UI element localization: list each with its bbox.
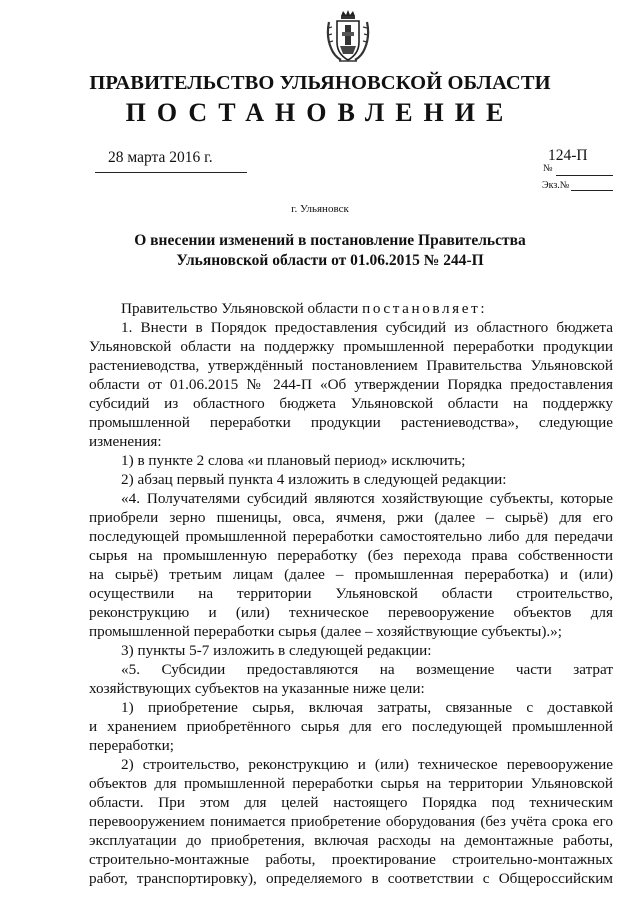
body-line: и хранением приобретённого сырья для его последующей промышленной bbox=[89, 718, 613, 735]
body-line: последующей промышленной переработки самостоятельно либо для передачи bbox=[89, 528, 613, 545]
coat-of-arms-emblem bbox=[325, 8, 371, 64]
body-line: объектов для промышленной переработки сырья на территории Ульяновской bbox=[89, 775, 613, 792]
body-line: 2) строительство, реконструкцию и (или) техническое перевооружение bbox=[121, 756, 613, 773]
body-line: 1) в пункте 2 слова «и плановый период» исключить; bbox=[121, 452, 466, 469]
number-underline bbox=[556, 175, 613, 176]
intro-line bbox=[121, 299, 487, 318]
body-line: осуществили на территории Ульяновской области строительство, bbox=[89, 585, 613, 602]
body-line: Ульяновской области на поддержку промышленной переработки продукции bbox=[89, 338, 613, 355]
body-line: перевооружением понимается приобретение оборудования (без учёта срока его bbox=[89, 813, 613, 830]
document-title-line: О внесении изменений в постановление Правительства bbox=[134, 232, 526, 249]
body-line: «5. Субсидии предоставляются на возмещение части затрат bbox=[121, 661, 613, 678]
body-line: хозяйствующих субъектов на указанные ниже цели: bbox=[89, 680, 425, 697]
document-title-line: Ульяновской области от 01.06.2015 № 244-П bbox=[176, 252, 484, 269]
body-line: 3) пункты 5-7 изложить в следующей редакции: bbox=[121, 642, 432, 659]
body-line: области. При этом для целей настоящего Порядка под техническим bbox=[89, 794, 613, 811]
document-type: ПОСТАНОВЛЕНИЕ bbox=[125, 98, 515, 127]
intro-decree-word: постановляет: bbox=[362, 300, 488, 317]
body-line: приобрели зерно пшеницы, овса, ячменя, ржи (далее – сырьё) для его bbox=[89, 509, 613, 526]
body-line: на сырьё) третьим лицам (далее – промышленная переработка) и (или) bbox=[89, 566, 613, 583]
city-name: г. Ульяновск bbox=[291, 203, 349, 215]
body-line: реконструкцию и (или) техническое перевооружение объектов для bbox=[89, 604, 613, 621]
number-sign: № bbox=[543, 163, 553, 174]
body-line: области от 01.06.2015 № 244-П «Об утверждении Порядка предоставления bbox=[89, 376, 613, 393]
body-line: «4. Получателями субсидий являются хозяйствующие субъекты, которые bbox=[121, 490, 613, 507]
body-line: 2) абзац первый пункта 4 изложить в следующей редакции: bbox=[121, 471, 507, 488]
intro-lead-text: Правительство Ульяновской области bbox=[121, 300, 363, 317]
body-line: промышленной переработки продукции растениеводства», следующие bbox=[89, 414, 613, 431]
body-line: изменения: bbox=[89, 433, 162, 450]
body-line: сырья на промышленную переработку (без перехода права собственности bbox=[89, 547, 613, 564]
body-line: работ, транспортировку), определяемого в соответствии с Общероссийским bbox=[89, 870, 613, 887]
body-line: 1. Внести в Порядок предоставления субсидий из областного бюджета bbox=[121, 319, 613, 336]
document-number: 124-П bbox=[548, 147, 588, 164]
body-line: эксплуатации до приобретения, включая расходы на демонтажные работы, bbox=[89, 832, 613, 849]
document-date: 28 марта 2016 г. bbox=[108, 149, 213, 166]
organization-name: ПРАВИТЕЛЬСТВО УЛЬЯНОВСКОЙ ОБЛАСТИ bbox=[89, 72, 551, 94]
body-line: 1) приобретение сырья, включая затраты, связанные с доставкой bbox=[121, 699, 613, 716]
copy-number-underline bbox=[571, 190, 613, 191]
body-line: субсидий из областного бюджета Ульяновской области на поддержку bbox=[89, 395, 613, 412]
copy-number-label: Экз.№ bbox=[542, 180, 570, 191]
body-line: промышленной переработки сырья (далее – хозяйствующие субъекты).»; bbox=[89, 623, 562, 640]
date-underline bbox=[95, 172, 247, 173]
body-line: строительно-монтажные работы, проектирование строительно-монтажных bbox=[89, 851, 613, 868]
body-line: растениеводства, утверждённый постановлением Правительства Ульяновской bbox=[89, 357, 613, 374]
body-line: переработки; bbox=[89, 737, 175, 754]
